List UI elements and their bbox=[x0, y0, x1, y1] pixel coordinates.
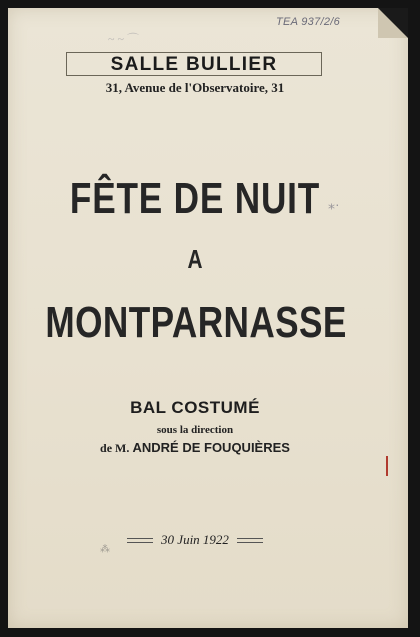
document-page bbox=[8, 8, 408, 628]
venue-name: SALLE BULLIER bbox=[110, 54, 278, 75]
venue-header bbox=[66, 52, 322, 76]
title-line-2: A bbox=[187, 244, 203, 274]
venue-address: 31, Avenue de l'Observatoire, 31 bbox=[105, 80, 285, 95]
director-line bbox=[8, 440, 382, 456]
folded-corner bbox=[378, 8, 408, 38]
direction-line: sous la direction bbox=[156, 424, 234, 436]
title-line-3: MONTPARNASSE bbox=[45, 298, 347, 347]
event-date: 30 Juin 1922 bbox=[161, 532, 229, 547]
event-type: BAL COSTUMÉ bbox=[130, 398, 260, 417]
director-name: ANDRÉ DE FOUQUIÈRES bbox=[132, 440, 290, 455]
date-row bbox=[8, 532, 382, 548]
faint-mark: ⁂ bbox=[100, 544, 110, 555]
pencil-scribble: ~ ~ ⌒ bbox=[108, 32, 139, 46]
red-ink-mark bbox=[386, 456, 388, 476]
right-double-rule bbox=[237, 538, 263, 543]
title-line-1: FÊTE DE NUIT bbox=[69, 174, 321, 223]
director-prefix: de M. bbox=[100, 441, 130, 455]
archive-reference: TEA 937/2/6 bbox=[276, 16, 341, 28]
left-double-rule bbox=[127, 538, 153, 543]
pencil-mark: ⁎· bbox=[328, 196, 340, 212]
